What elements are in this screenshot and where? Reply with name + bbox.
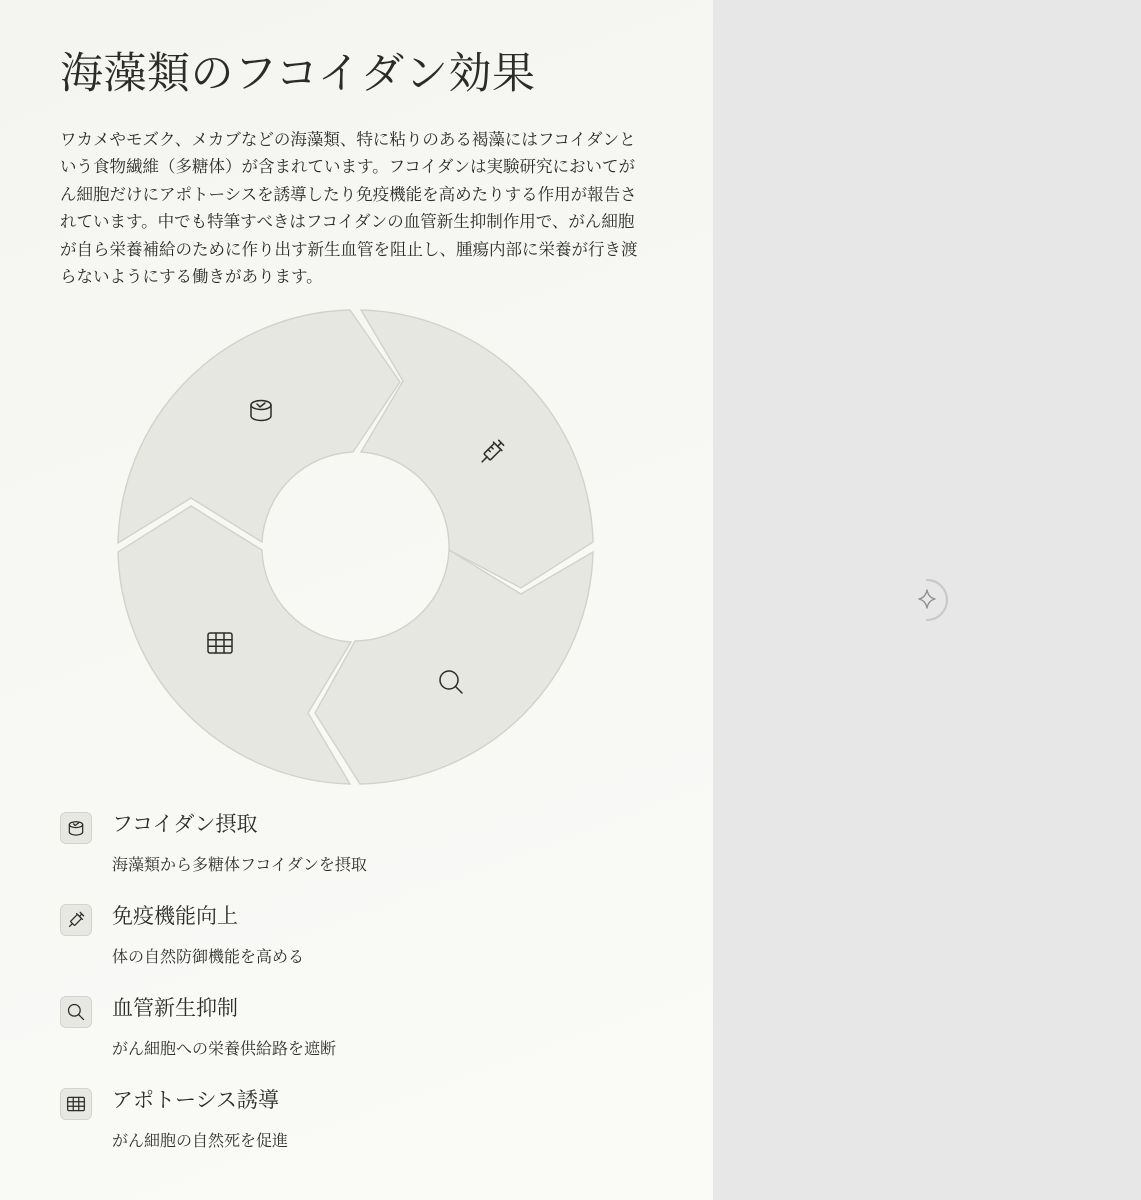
cycle-segment-apoptosis (118, 506, 351, 784)
list-item (60, 992, 660, 1084)
page-title: 海藻類のフコイダン効果 (60, 49, 536, 99)
list-item (60, 808, 660, 900)
step-description: 体の自然防御機能を高める (112, 947, 305, 966)
step-icon-box (60, 904, 92, 936)
cylinder-icon (66, 818, 86, 838)
step-title: フコイダン摂取 (112, 812, 258, 836)
step-icon-box (60, 1088, 92, 1120)
step-description: 海藻類から多糖体フコイダンを摂取 (112, 855, 367, 874)
steps-list (60, 808, 660, 1176)
syringe-icon (66, 910, 86, 930)
step-title: 血管新生抑制 (112, 996, 238, 1020)
cycle-segment-intake (118, 310, 400, 543)
cycle-segment-angiogenesis (315, 550, 593, 784)
step-title: アポトーシス誘導 (112, 1088, 279, 1112)
step-icon-box (60, 996, 92, 1028)
list-item (60, 900, 660, 992)
cycle-diagram (115, 306, 597, 788)
step-icon-box (60, 812, 92, 844)
intro-paragraph: ワカメやモズク、メカブなどの海藻類、特に粘りのある褐藻にはフコイダンという食物繊維（多糖体）が含まれています。フコイダンは実験研究においてがん細胞だけにアポトーシスを誘導したり免疫機能を高めたりする作用が報告されています。中でも特筆すべきはフコイダンの血管新生抑制作用で、がん細胞が自ら栄養補給のために作り出す新生血管を阻止し、腫瘍内部に栄養が行き渡らないようにする働きがあります。 (60, 130, 638, 287)
grid-icon (66, 1094, 86, 1114)
cycle-segment-immune (361, 310, 593, 588)
step-description: がん細胞の自然死を促進 (112, 1131, 289, 1150)
sparkle-loading-icon (902, 575, 952, 625)
search-icon (66, 1002, 86, 1022)
step-title: 免疫機能向上 (112, 904, 238, 928)
step-description: がん細胞への栄養供給路を遮断 (112, 1039, 337, 1058)
list-item (60, 1084, 660, 1176)
